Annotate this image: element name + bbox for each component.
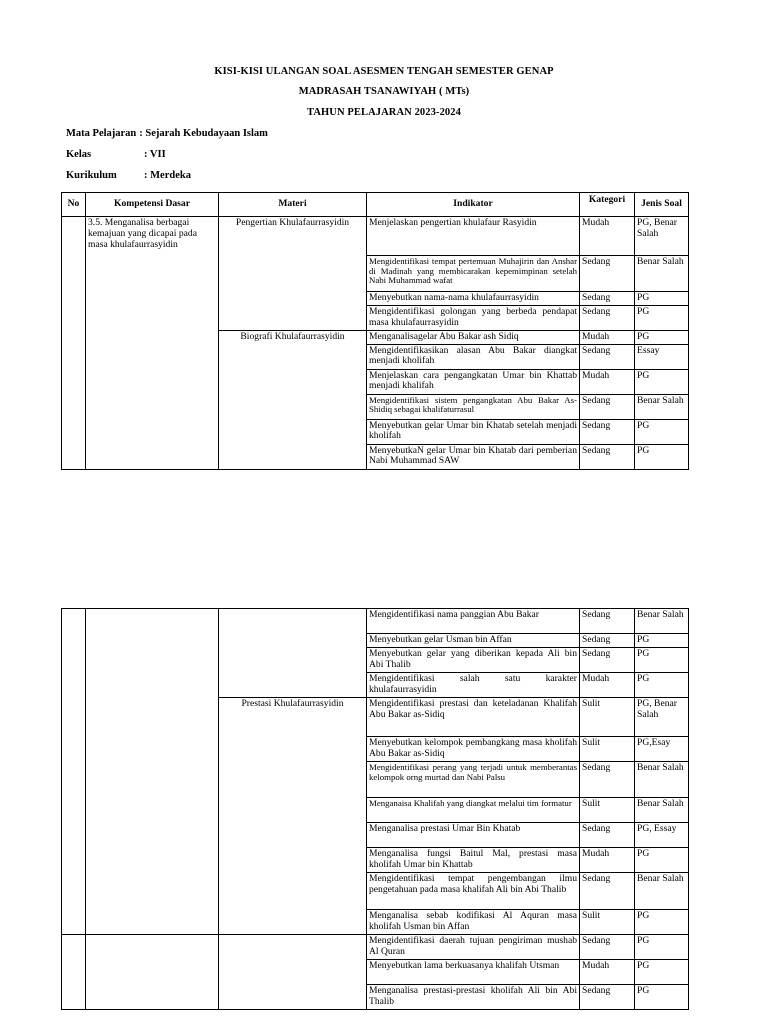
jenis-cell: PG	[635, 984, 689, 1009]
table-row	[62, 934, 689, 959]
indikator-cell: Mengidentifikasi daerah tujuan pengiriman mushab Al Quran	[367, 934, 580, 959]
kategori-cell: Sedang	[580, 256, 635, 292]
jenis-cell: Benar Salah	[635, 761, 689, 797]
meta-curriculum	[66, 170, 191, 181]
meta-class	[66, 149, 166, 160]
jenis-cell: Essay	[635, 344, 689, 369]
kategori-cell: Sulit	[580, 736, 635, 761]
meta-curriculum-label: Kurikulum	[66, 170, 117, 181]
indikator-cell: Menganalisa prestasi Umar Bin Khatab	[367, 822, 580, 847]
meta-class-value: : VII	[144, 149, 166, 160]
meta-class-label: Kelas	[66, 149, 92, 160]
kategori-cell: Mudah	[580, 330, 635, 344]
table-header-row	[62, 193, 689, 217]
kategori-cell: Sedang	[580, 984, 635, 1009]
kategori-cell: Mudah	[580, 369, 635, 394]
jenis-cell: PG	[635, 419, 689, 444]
no-cell	[62, 217, 86, 470]
jenis-cell: Benar Salah	[635, 797, 689, 822]
doc-title-line2: MADRASAH TSANAWIYAH ( MTs)	[298, 86, 470, 97]
kategori-cell: Sulit	[580, 697, 635, 736]
indikator-cell: Menganaisa Khalifah yang diangkat melalui tim formatur	[367, 797, 580, 822]
header-kd: Kompetensi Dasar	[86, 193, 219, 217]
jenis-cell: PG	[635, 847, 689, 872]
jenis-cell: Benar Salah	[635, 872, 689, 909]
kategori-cell: Sedang	[580, 292, 635, 306]
jenis-cell: Benar Salah	[635, 256, 689, 292]
jenis-cell: Benar Salah	[635, 609, 689, 634]
header-jenis: Jenis Soal	[635, 193, 689, 217]
no-cell	[62, 609, 86, 935]
jenis-cell: PG, Essay	[635, 822, 689, 847]
kategori-cell: Mudah	[580, 959, 635, 984]
kategori-cell: Sedang	[580, 609, 635, 634]
indikator-cell: Menyebutkan nama-nama khulafaurrasyidin	[367, 292, 580, 306]
jenis-cell: PG	[635, 647, 689, 672]
kategori-cell: Sulit	[580, 909, 635, 934]
table-row	[62, 217, 689, 256]
kategori-cell: Mudah	[580, 672, 635, 697]
indikator-cell: Mengidentifikasi prestasi dan keteladanan Khalifah Abu Bakar as-Sidiq	[367, 697, 580, 736]
jenis-cell: PG, Benar Salah	[635, 217, 689, 256]
indikator-cell: Mengidentifikasi golongan yang berbeda pendapat masa khulafaurrasyidin	[367, 305, 580, 330]
indikator-cell: Menganalisa prestasi-prestasi kholifah Ali bin Abi Thalib	[367, 984, 580, 1009]
doc-title-line3: TAHUN PELAJARAN 2023-2024	[307, 107, 461, 118]
indikator-cell: Menyebutkan gelar Usman bin Affan	[367, 634, 580, 648]
header-materi: Materi	[219, 193, 367, 217]
grid-table-part1	[61, 192, 689, 470]
indikator-cell: Menyebutkan kelompok pembangkang masa kholifah Abu Bakar as-Sidiq	[367, 736, 580, 761]
indikator-cell: Mengidentifikasikan alasan Abu Bakar diangkat menjadi kholifah	[367, 344, 580, 369]
kategori-cell: Sedang	[580, 444, 635, 469]
indikator-cell: Menganalisa fungsi Baitul Mal, prestasi masa kholifah Umar bin Khattab	[367, 847, 580, 872]
materi-cell: Biografi Khulafaurrasyidin	[219, 330, 367, 469]
kategori-cell: Sedang	[580, 934, 635, 959]
jenis-cell: PG	[635, 934, 689, 959]
indikator-cell: Menyebutkan gelar yang diberikan kepada Ali bin Abi Thalib	[367, 647, 580, 672]
kategori-cell: Sedang	[580, 872, 635, 909]
jenis-cell: PG	[635, 305, 689, 330]
materi-cell	[219, 934, 367, 1009]
materi-cell	[219, 609, 367, 698]
kategori-cell: Sedang	[580, 647, 635, 672]
indikator-cell: Menganalisa sebab kodifikasi Al Aquran masa kholifah Usman bin Affan	[367, 909, 580, 934]
header-kategori: Kategori	[580, 193, 635, 217]
kategori-cell: Mudah	[580, 217, 635, 256]
kd-cell: 3.5. Menganalisa berbagai kemajuan yang dicapai pada masa khulafaurrasyidin	[86, 217, 219, 470]
kategori-cell: Sedang	[580, 394, 635, 419]
grid-table-part2	[61, 608, 689, 1010]
indikator-cell: Menjelaskan pengertian khulafaur Rasyidin	[367, 217, 580, 256]
indikator-cell: Mengidentifikasi tempat pengembangan ilmu pengetahuan pada masa khalifah Ali bin Abi Thalib	[367, 872, 580, 909]
indikator-cell: Mengidentifikasi nama panggian Abu Bakar	[367, 609, 580, 634]
meta-curriculum-value: : Merdeka	[144, 170, 191, 181]
kd-cell	[86, 934, 219, 1009]
kategori-cell: Sedang	[580, 634, 635, 648]
kategori-cell: Mudah	[580, 847, 635, 872]
meta-subject-value: : Sejarah Kebudayaan Islam	[139, 128, 268, 139]
jenis-cell: PG, Benar Salah	[635, 697, 689, 736]
header-indikator: Indikator	[367, 193, 580, 217]
kategori-cell: Sedang	[580, 344, 635, 369]
indikator-cell: Menyebutkan gelar Umar bin Khatab setelah menjadi kholifah	[367, 419, 580, 444]
indikator-cell: Menjelaskan cara pengangkatan Umar bin Khattab menjadi khalifah	[367, 369, 580, 394]
jenis-cell: PG	[635, 959, 689, 984]
indikator-cell: Mengidentifikasi perang yang terjadi untuk memberantas kelompok orng murtad dan Nabi Palsu	[367, 761, 580, 797]
indikator-cell: Menganalisagelar Abu Bakar ash Sidiq	[367, 330, 580, 344]
kategori-cell: Sedang	[580, 305, 635, 330]
indikator-cell: Mengidentifikasi tempat pertemuan Muhajirin dan Anshar di Madinah yang membicarakan kepemimpinan setelah Nabi Muhammad wafat	[367, 256, 580, 292]
indikator-cell: Mengidentifikasi sistem pengangkatan Abu Bakar As-Shidiq sebagai khalifaturrasul	[367, 394, 580, 419]
meta-subject-label: Mata Pelajaran	[66, 128, 137, 139]
jenis-cell: PG	[635, 909, 689, 934]
kategori-cell: Sedang	[580, 419, 635, 444]
meta-subject	[66, 128, 268, 139]
kategori-cell: Sedang	[580, 761, 635, 797]
jenis-cell: PG	[635, 444, 689, 469]
materi-cell: Prestasi Khulafaurrasyidin	[219, 697, 367, 934]
indikator-cell: Mengidentifikasi salah satu karakter khulafaurrasyidin	[367, 672, 580, 697]
indikator-cell: MenyebutkaN gelar Umar bin Khatab dari pemberian Nabi Muhammad SAW	[367, 444, 580, 469]
kategori-cell: Sulit	[580, 797, 635, 822]
jenis-cell: PG	[635, 292, 689, 306]
kd-cell	[86, 609, 219, 935]
jenis-cell: PG	[635, 369, 689, 394]
materi-cell: Pengertian Khulafaurrasyidin	[219, 217, 367, 331]
kategori-cell: Sedang	[580, 822, 635, 847]
jenis-cell: PG,Esay	[635, 736, 689, 761]
header-no: No	[62, 193, 86, 217]
no-cell	[62, 934, 86, 1009]
table-row	[62, 609, 689, 634]
doc-title-line1: KISI-KISI ULANGAN SOAL ASESMEN TENGAH SEMESTER GENAP	[214, 66, 554, 77]
jenis-cell: PG	[635, 330, 689, 344]
indikator-cell: Menyebutkan lama berkuasanya khalifah Utsman	[367, 959, 580, 984]
jenis-cell: PG	[635, 634, 689, 648]
jenis-cell: Benar Salah	[635, 394, 689, 419]
jenis-cell: PG	[635, 672, 689, 697]
